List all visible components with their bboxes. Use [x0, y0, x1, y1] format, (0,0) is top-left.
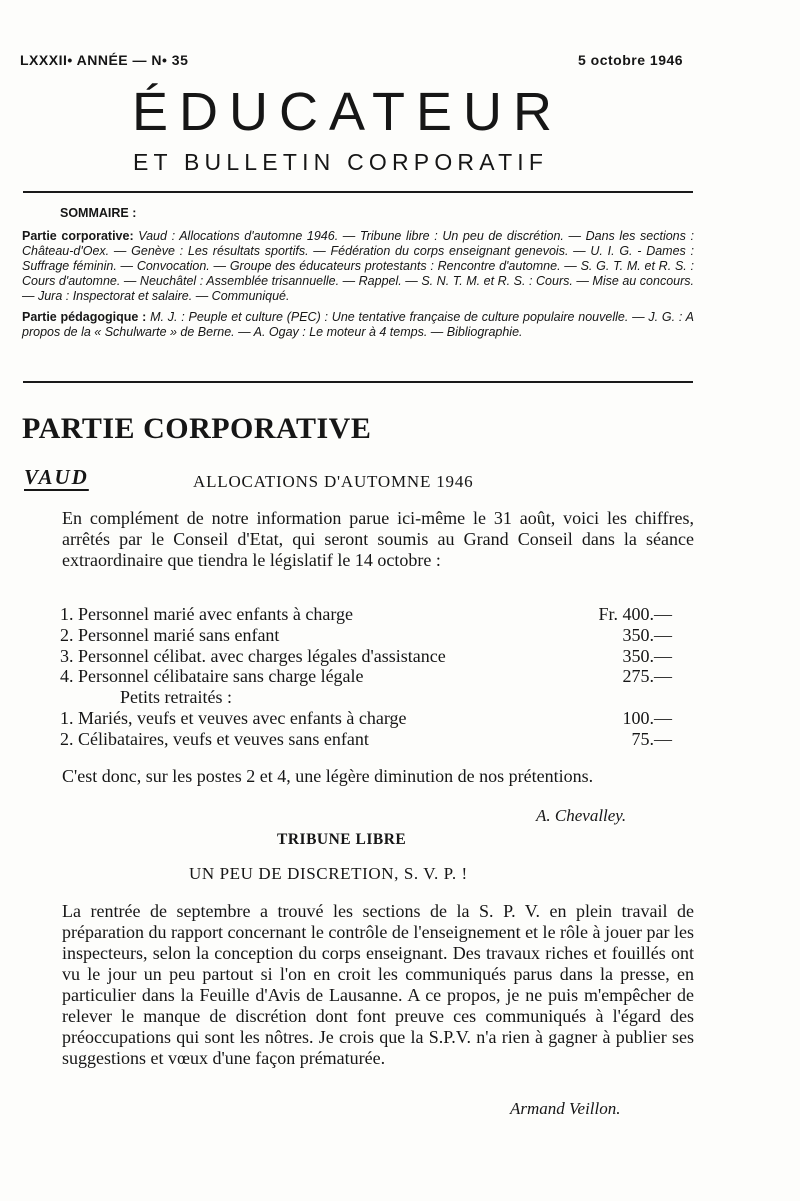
summary-pedagogique-label: Partie pédagogique : — [22, 310, 147, 324]
section-title: PARTIE CORPORATIVE — [22, 412, 372, 445]
issue-number: LXXXII• ANNÉE — N• 35 — [20, 52, 189, 68]
issue-date: 5 octobre 1946 — [578, 52, 684, 68]
summary-pedagogique — [22, 310, 694, 340]
item-amount: 75.— — [631, 728, 672, 749]
conclusion-paragraph — [22, 766, 694, 787]
header-rule — [23, 191, 693, 193]
masthead-title: ÉDUCATEUR — [132, 82, 564, 142]
tribune-paragraph — [22, 901, 694, 1069]
summary-rule — [23, 381, 693, 383]
item-amount: 350.— — [622, 624, 672, 645]
item-label: 1. Personnel marié avec enfants à charge — [60, 604, 354, 624]
item-amount: Fr. 400.— — [598, 604, 672, 624]
summary-corporative-text: Vaud : Allocations d'automne 1946. — Tribune libre : Un peu de discrétion. — Dans les sections : Château-d'Oex. — Genève : Les résultats sportifs. — Fédération du corps enseignant genevois. — U. I. G. - Dames : Suffrage féminin. — Convocation. — Groupe des éducateurs protestants : Rencontre d'automne. — S. G. T. M. et R. S. : Cours d'automne. — Neuchâtel : Assemblée trisannuelle. — Rappel. — S. N. T. M. et R. S. : Cours. — Mise au concours. — Jura : Inspectorat et salaire. — Communiqué. — [22, 229, 694, 303]
item-amount: 275.— — [622, 666, 672, 687]
list-item — [60, 625, 672, 646]
item-label: 2. Personnel marié sans enfant — [60, 624, 280, 645]
summary-box — [22, 206, 694, 346]
tribune-article-title: UN PEU DE DISCRETION, S. V. P. ! — [189, 864, 468, 883]
tribune-heading: TRIBUNE LIBRE — [277, 831, 407, 848]
masthead-subtitle: ET BULLETIN CORPORATIF — [133, 149, 549, 175]
item-label: 4. Personnel célibataire sans charge légale — [60, 666, 364, 687]
list-item — [60, 708, 672, 729]
intro-text: En complément de notre information parue ici-même le 31 août, voici les chiffres, arrêtés par le Conseil d'Etat, qui seront soumis au Grand Conseil dans la séance extraordinaire que tiendra le législatif le 14 octobre : — [62, 508, 694, 570]
summary-pedagogique-text: M. J. : Peuple et culture (PEC) : Une tentative française de culture populaire nouvelle. — J. G. : A propos de la « Schulwarte » de Berne. — A. Ogay : Le moteur à 4 temps. — Bibliographie. — [22, 310, 694, 339]
retired-heading: Petits retraités : — [120, 687, 232, 708]
list-item — [60, 646, 672, 667]
summary-corporative-label: Partie corporative: — [22, 229, 134, 243]
list-item — [60, 666, 672, 687]
summary-label: SOMMAIRE : — [60, 206, 137, 220]
signature-veillon: Armand Veillon. — [510, 1099, 621, 1118]
intro-paragraph — [22, 508, 694, 571]
item-label: 1. Mariés, veufs et veuves avec enfants à charge — [60, 707, 407, 728]
item-amount: 100.— — [622, 707, 672, 728]
list-item — [60, 729, 672, 750]
item-label: 3. Personnel célibat. avec charges légales d'assistance — [60, 645, 446, 666]
tribune-text: La rentrée de septembre a trouvé les sections de la S. P. V. en plein travail de préparation du rapport concernant le contrôle de l'enseignement et le rôle à jouer par les inspecteurs, selon la conception du corps enseignant. Des travaux riches et fouillés ont vu le jour un peu partout si l'on en croit les communiqués parus dans la presse, en particulier dans la Feuille d'Avis de Lausanne. A ce propos, je ne puis m'empêcher de relever le manque de discrétion dont font preuve ces communiqués à l'égard des préoccupations qui sont les nôtres. Je crois que la S.P.V. n'a rien à gagner à publier ses suggestions et vœux d'une façon prématurée. — [62, 901, 694, 1068]
list-item — [60, 604, 672, 625]
item-amount: 350.— — [622, 645, 672, 666]
allocation-list — [60, 604, 672, 750]
article-title: ALLOCATIONS D'AUTOMNE 1946 — [193, 472, 474, 491]
conclusion-text: C'est donc, sur les postes 2 et 4, une légère diminution de nos prétentions. — [62, 766, 594, 786]
summary-corporative — [22, 229, 694, 304]
signature-chevalley: A. Chevalley. — [536, 806, 627, 825]
region-heading: VAUD — [24, 465, 89, 489]
item-label: 2. Célibataires, veufs et veuves sans enfant — [60, 728, 369, 749]
